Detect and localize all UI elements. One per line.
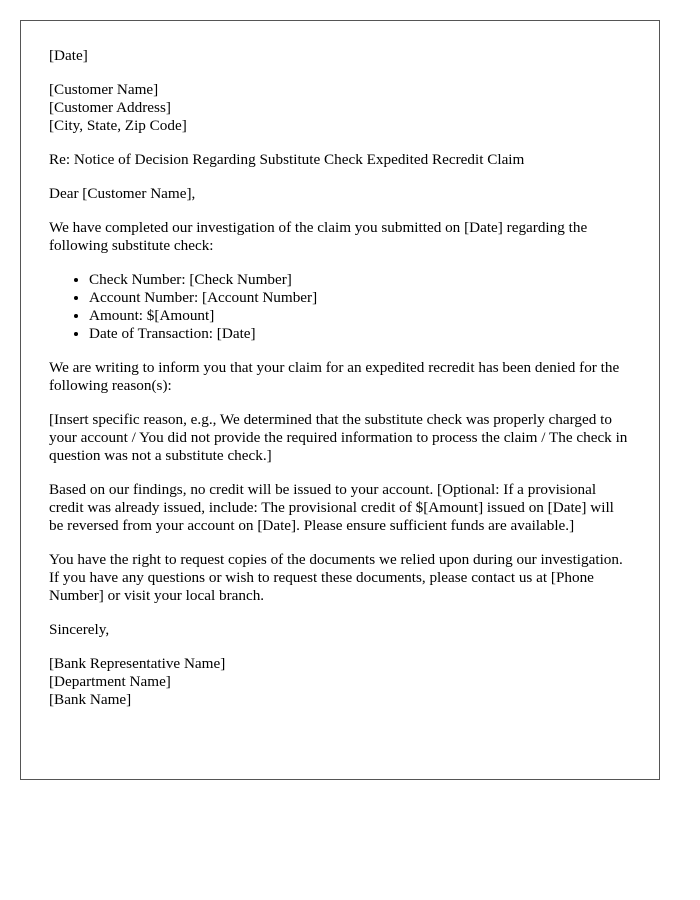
- recipient-address: [Customer Address]: [49, 99, 171, 116]
- list-item: • Date of Transaction: [Date]: [89, 325, 631, 343]
- letter-date: [Date]: [49, 47, 88, 64]
- denial-paragraph: We are writing to inform you that your claim for an expedited recredit has been denied for the following reason(s):: [49, 359, 620, 394]
- list-item: • Amount: $[Amount]: [89, 307, 631, 325]
- recipient-name: [Customer Name]: [49, 81, 159, 98]
- signature-bank: [Bank Name]: [49, 691, 132, 708]
- signature-department: [Department Name]: [49, 673, 171, 690]
- signature-block: [49, 655, 631, 709]
- letter-page: [20, 20, 660, 780]
- recipient-block: [49, 81, 631, 135]
- recipient-city-state-zip: [City, State, Zip Code]: [49, 117, 187, 134]
- intro-paragraph: We have completed our investigation of the claim you submitted on [Date] regarding the following substitute check:: [49, 219, 588, 254]
- findings-paragraph: Based on our findings, no credit will be issued to your account. [Optional: If a provisional credit was already issued, include: The provisional credit of $[Amount] issued on [Date] will be reversed from your account on [Date]. Please ensure sufficient funds are available.]: [49, 481, 614, 534]
- closing: Sincerely,: [49, 621, 110, 638]
- check-details-list: [49, 271, 631, 343]
- reason-paragraph: [Insert specific reason, e.g., We determined that the substitute check was properly charged to your account / You did not provide the required information to process the claim / The check in question was not a substitute check.]: [49, 411, 628, 464]
- subject-line: Re: Notice of Decision Regarding Substitute Check Expedited Recredit Claim: [49, 151, 525, 168]
- list-item: • Account Number: [Account Number]: [89, 289, 631, 307]
- salutation: Dear [Customer Name],: [49, 185, 196, 202]
- rights-paragraph: You have the right to request copies of the documents we relied upon during our investigation. If you have any questions or wish to request these documents, please contact us at [Phone Number] or visit your local branch.: [49, 551, 623, 604]
- list-item: • Check Number: [Check Number]: [89, 271, 631, 289]
- signature-representative: [Bank Representative Name]: [49, 655, 226, 672]
